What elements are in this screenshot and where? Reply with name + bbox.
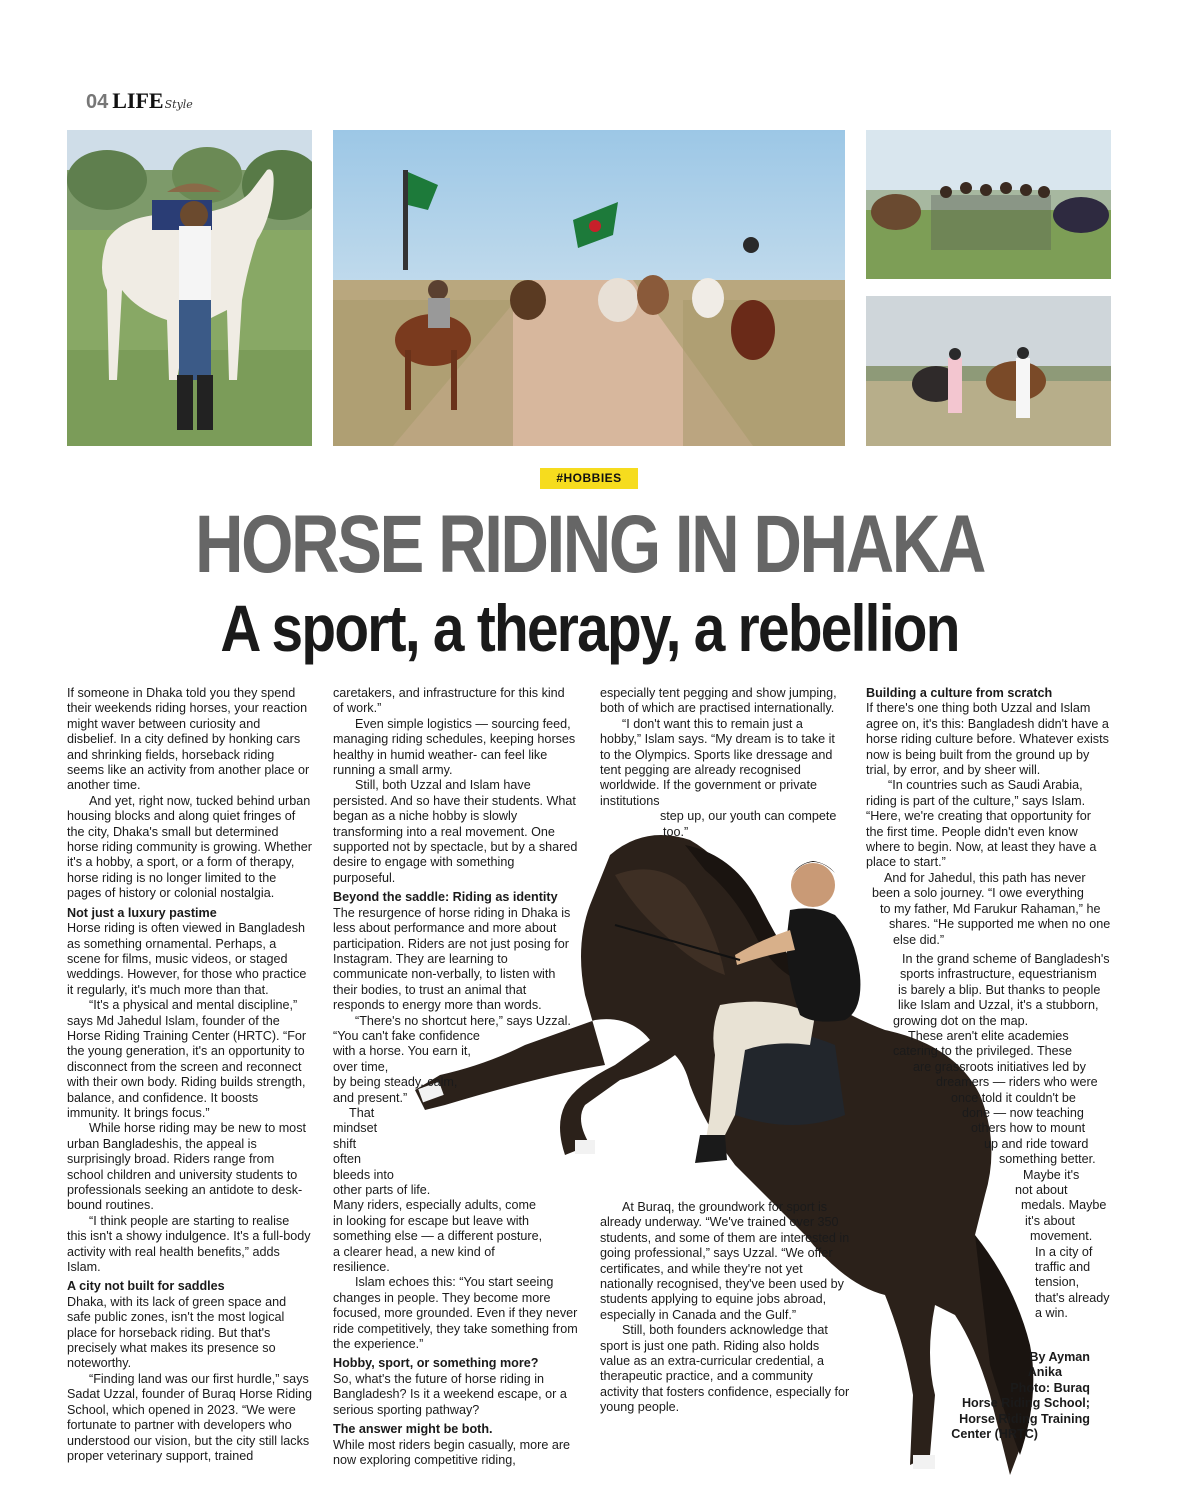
headline: HORSE RIDING IN DHAKA [195, 499, 984, 590]
rag-line: up and ride toward [984, 1136, 1089, 1151]
rag-line: medals. Maybe [1021, 1198, 1107, 1213]
rag-line: traffic and [1035, 1260, 1091, 1275]
byline-line: Horse Riding School; [961, 1396, 1090, 1411]
section-heading: The answer might be both. [333, 1422, 493, 1437]
byline-line: By Ayman [1029, 1350, 1090, 1364]
rag-line: once told it couldn't be [951, 1090, 1076, 1105]
section-heading: Not just a luxury pastime [67, 905, 217, 920]
photo-women-with-horses [866, 296, 1111, 446]
article-column-2 [333, 686, 578, 1468]
rag-line: That [349, 1105, 375, 1120]
rag-line: too.” [663, 824, 689, 839]
masthead [86, 88, 193, 114]
rag-line: mindset [333, 1121, 378, 1136]
rag-line: something better. [999, 1152, 1096, 1167]
section-heading: Beyond the saddle: Riding as identity [333, 890, 558, 905]
photo-riders-with-flags [333, 130, 845, 446]
rag-line: is barely a blip. But thanks to people [898, 982, 1101, 997]
paragraph: While most riders begin casually, more are now exploring competitive riding, [333, 1437, 571, 1467]
paragraph: “I think people are starting to realise this isn't a showy indulgence. It's a full-body activity with real health benefits,” adds Islam. [67, 1213, 311, 1275]
rag-line: These aren't elite academies [908, 1028, 1069, 1043]
subheadline: A sport, a therapy, a rebellion [220, 591, 959, 665]
paragraph: Dhaka, with its lack of green space and safe public zones, isn't the most logical place for horseback riding. But that's precisely what makes its presence so noteworthy. [67, 1294, 287, 1371]
rag-line: tension, [1035, 1275, 1080, 1290]
paragraph: And yet, right now, tucked behind urban housing blocks and along quiet fringes of the city, Dhaka's small but determined horse riding community is growing. Whether it's a hobby, a sport, or a form of therapy, horse riding is no longer limited to the pages of history or colonial nostalgia. [67, 793, 312, 901]
rag-line: sports infrastructure, equestrianism [900, 967, 1097, 982]
brand-sub: Style [164, 98, 193, 111]
section-tag: #HOBBIES [540, 468, 638, 489]
paragraph: So, what's the future of horse riding in Bangladesh? Is it a weekend escape, or a serious sporting pathway? [333, 1371, 567, 1417]
rag-line: Maybe it's [1023, 1167, 1080, 1182]
paragraph: “I don't want this to remain just a hobby,” Islam says. “My dream is to take it to the Olympics. Sports like dressage and tent pegging are already recognised worldwide. If the government or private institutions [600, 716, 835, 808]
rag-line: are grassroots initiatives led by [913, 1059, 1086, 1074]
rag-line: step up, our youth can compete [660, 809, 837, 824]
rag-line: movement. [1030, 1229, 1093, 1244]
paragraph: “In countries such as Saudi Arabia, riding is part of the culture,” says Islam. “Here, we're creating that opportunity for the first time. People didn't even know where to begin. Now, at least they have a place to start.” [866, 778, 1097, 870]
rag-line: And for Jahedul, this path has never [884, 870, 1086, 885]
rag-line: done — now teaching [962, 1105, 1084, 1120]
rag-line: shares. “He supported me when no one [889, 917, 1111, 932]
byline [940, 1350, 1090, 1442]
rag-line: been a solo journey. “I owe everything [872, 886, 1084, 901]
byline-line: Anika [1027, 1365, 1062, 1380]
paragraph: “There's no shortcut here,” says Uzzal. [355, 1013, 571, 1028]
rag-line: shift [333, 1136, 357, 1151]
photo-group-with-horses [866, 130, 1111, 279]
paragraph: especially tent pegging and show jumping, both of which are practised internationally. [600, 686, 837, 716]
paragraph: “It's a physical and mental discipline,” says Md Jahedul Islam, founder of the Horse Riding Training Center (HRTC). “For the young generation, it's an opportunity to disconnect from the screen and reconnect with their own body. Riding builds strength, balance, and confidence. It boosts immunity. It brings focus.” [67, 998, 307, 1120]
photo-man-with-white-horse [67, 130, 312, 446]
rag-line: In the grand scheme of Bangladesh's [902, 951, 1110, 966]
paragraph: Islam echoes this: “You start seeing changes in people. They become more focused, more grounded. Even if they never ride competitively, they take something from the experience.” [333, 1275, 578, 1352]
rag-line: bleeds into [333, 1167, 394, 1182]
rag-line: dreamers — riders who were [936, 1075, 1098, 1090]
rag-line: it's about [1025, 1213, 1076, 1228]
rag-line: a win. [1035, 1306, 1068, 1321]
section-heading: A city not built for saddles [67, 1279, 225, 1294]
rag-line: like Islam and Uzzal, it's a stubborn, [898, 998, 1099, 1013]
rag-line: other parts of life. [333, 1183, 431, 1197]
page-number: 04 [86, 91, 109, 113]
paragraph: Even simple logistics — sourcing feed, managing riding schedules, keeping horses healthy in humid weather- can feel like running a small army. [333, 716, 576, 778]
rag-line: that's already [1035, 1290, 1110, 1305]
byline-line: Photo: Buraq [1010, 1380, 1090, 1395]
paragraph: Horse riding is often viewed in Bangladesh as something ornamental. Perhaps, a scene for films, music videos, or staged weddings. However, for those who practice it regularly, it's much more than that. [67, 921, 307, 997]
rag-line: others how to mount [971, 1121, 1086, 1136]
article-column-3-bottom [600, 1200, 850, 1416]
paragraph: The resurgence of horse riding in Dhaka is less about performance and more about participation. Riders are not just posing for Instagram. They are learning to communicate non-verbally, to listen with their bodies, to trust an animal that responds to energy more than words. [333, 905, 571, 1013]
section-heading: Hobby, sport, or something more? [333, 1356, 539, 1371]
paragraph: At Buraq, the groundwork for sport is already underway. “We've trained over 350 students, and some of them are interested in going professional,” says Uzzal. “We offer certificates, and while they're not yet nationally recognised, they've been used by students applying to equine jobs abroad, especially in Canada and the Gulf.” [600, 1200, 850, 1322]
rag-line: growing dot on the map. [893, 1013, 1029, 1028]
byline-line: Horse Riding Training [959, 1411, 1090, 1426]
paragraph: If someone in Dhaka told you they spend their weekends riding horses, your reaction might waver between curiosity and disbelief. In a city defined by honking cars and shrinking fields, horseback riding seems like an activity from another place or another time. [67, 686, 310, 793]
rag-line: often [333, 1152, 362, 1167]
paragraph: “You can't fake confidence with a horse. You earn it, over time, [333, 1028, 480, 1074]
paragraph: Still, both Uzzal and Islam have persisted. And so have their students. What began as a niche hobby is slowly transforming into a real movement. One supported not by spectacle, but by a shared desire to engage with something purposeful. [333, 778, 578, 885]
rag-line: to my father, Md Farukur Rahaman,” he [880, 901, 1101, 916]
article-column-4 [866, 686, 1111, 1322]
rag-line: else did.” [893, 932, 945, 947]
paragraph: caretakers, and infrastructure for this kind of work.” [333, 686, 565, 716]
brand-logo: LIFE [112, 88, 164, 113]
paragraph: Many riders, especially adults, come in looking for escape but leave with something else — a different posture, a clearer head, a new kind of resilience. [333, 1198, 543, 1275]
article-column-3-top [600, 686, 845, 840]
paragraph: While horse riding may be new to most urban Bangladeshis, the appeal is surprisingly broad. Riders range from school children and university students to professionals seeking an antidote to desk-bound routines. [67, 1121, 306, 1213]
paragraph: by being steady, calm, [333, 1075, 458, 1090]
paragraph: Still, both founders acknowledge that sport is just one path. Riding also holds value as an extra-curricular credential, a therapeutic practice, and a community activity that fosters confidence, especially for young people. [600, 1323, 850, 1415]
rag-line: not about [1015, 1183, 1068, 1197]
paragraph: and present.” [333, 1090, 408, 1105]
paragraph: “Finding land was our first hurdle,” says Sadat Uzzal, founder of Buraq Horse Riding School, which opened in 2023. “We were fortunate to partner with developers who understood our vision, but the city still lacks proper veterinary support, trained [67, 1371, 313, 1463]
section-heading: Building a culture from scratch [866, 686, 1053, 700]
rag-line: In a city of [1035, 1244, 1093, 1259]
paragraph: If there's one thing both Uzzal and Islam agree on, it's this: Bangladesh didn't have a horse riding culture before. Whatever exists now is being built from the ground up by trial, by error, and by sheer will. [866, 701, 1109, 778]
rag-line: catering to the privileged. These [893, 1044, 1072, 1059]
byline-line: Center (HRTC) [951, 1427, 1038, 1442]
article-column-1 [67, 686, 312, 1464]
